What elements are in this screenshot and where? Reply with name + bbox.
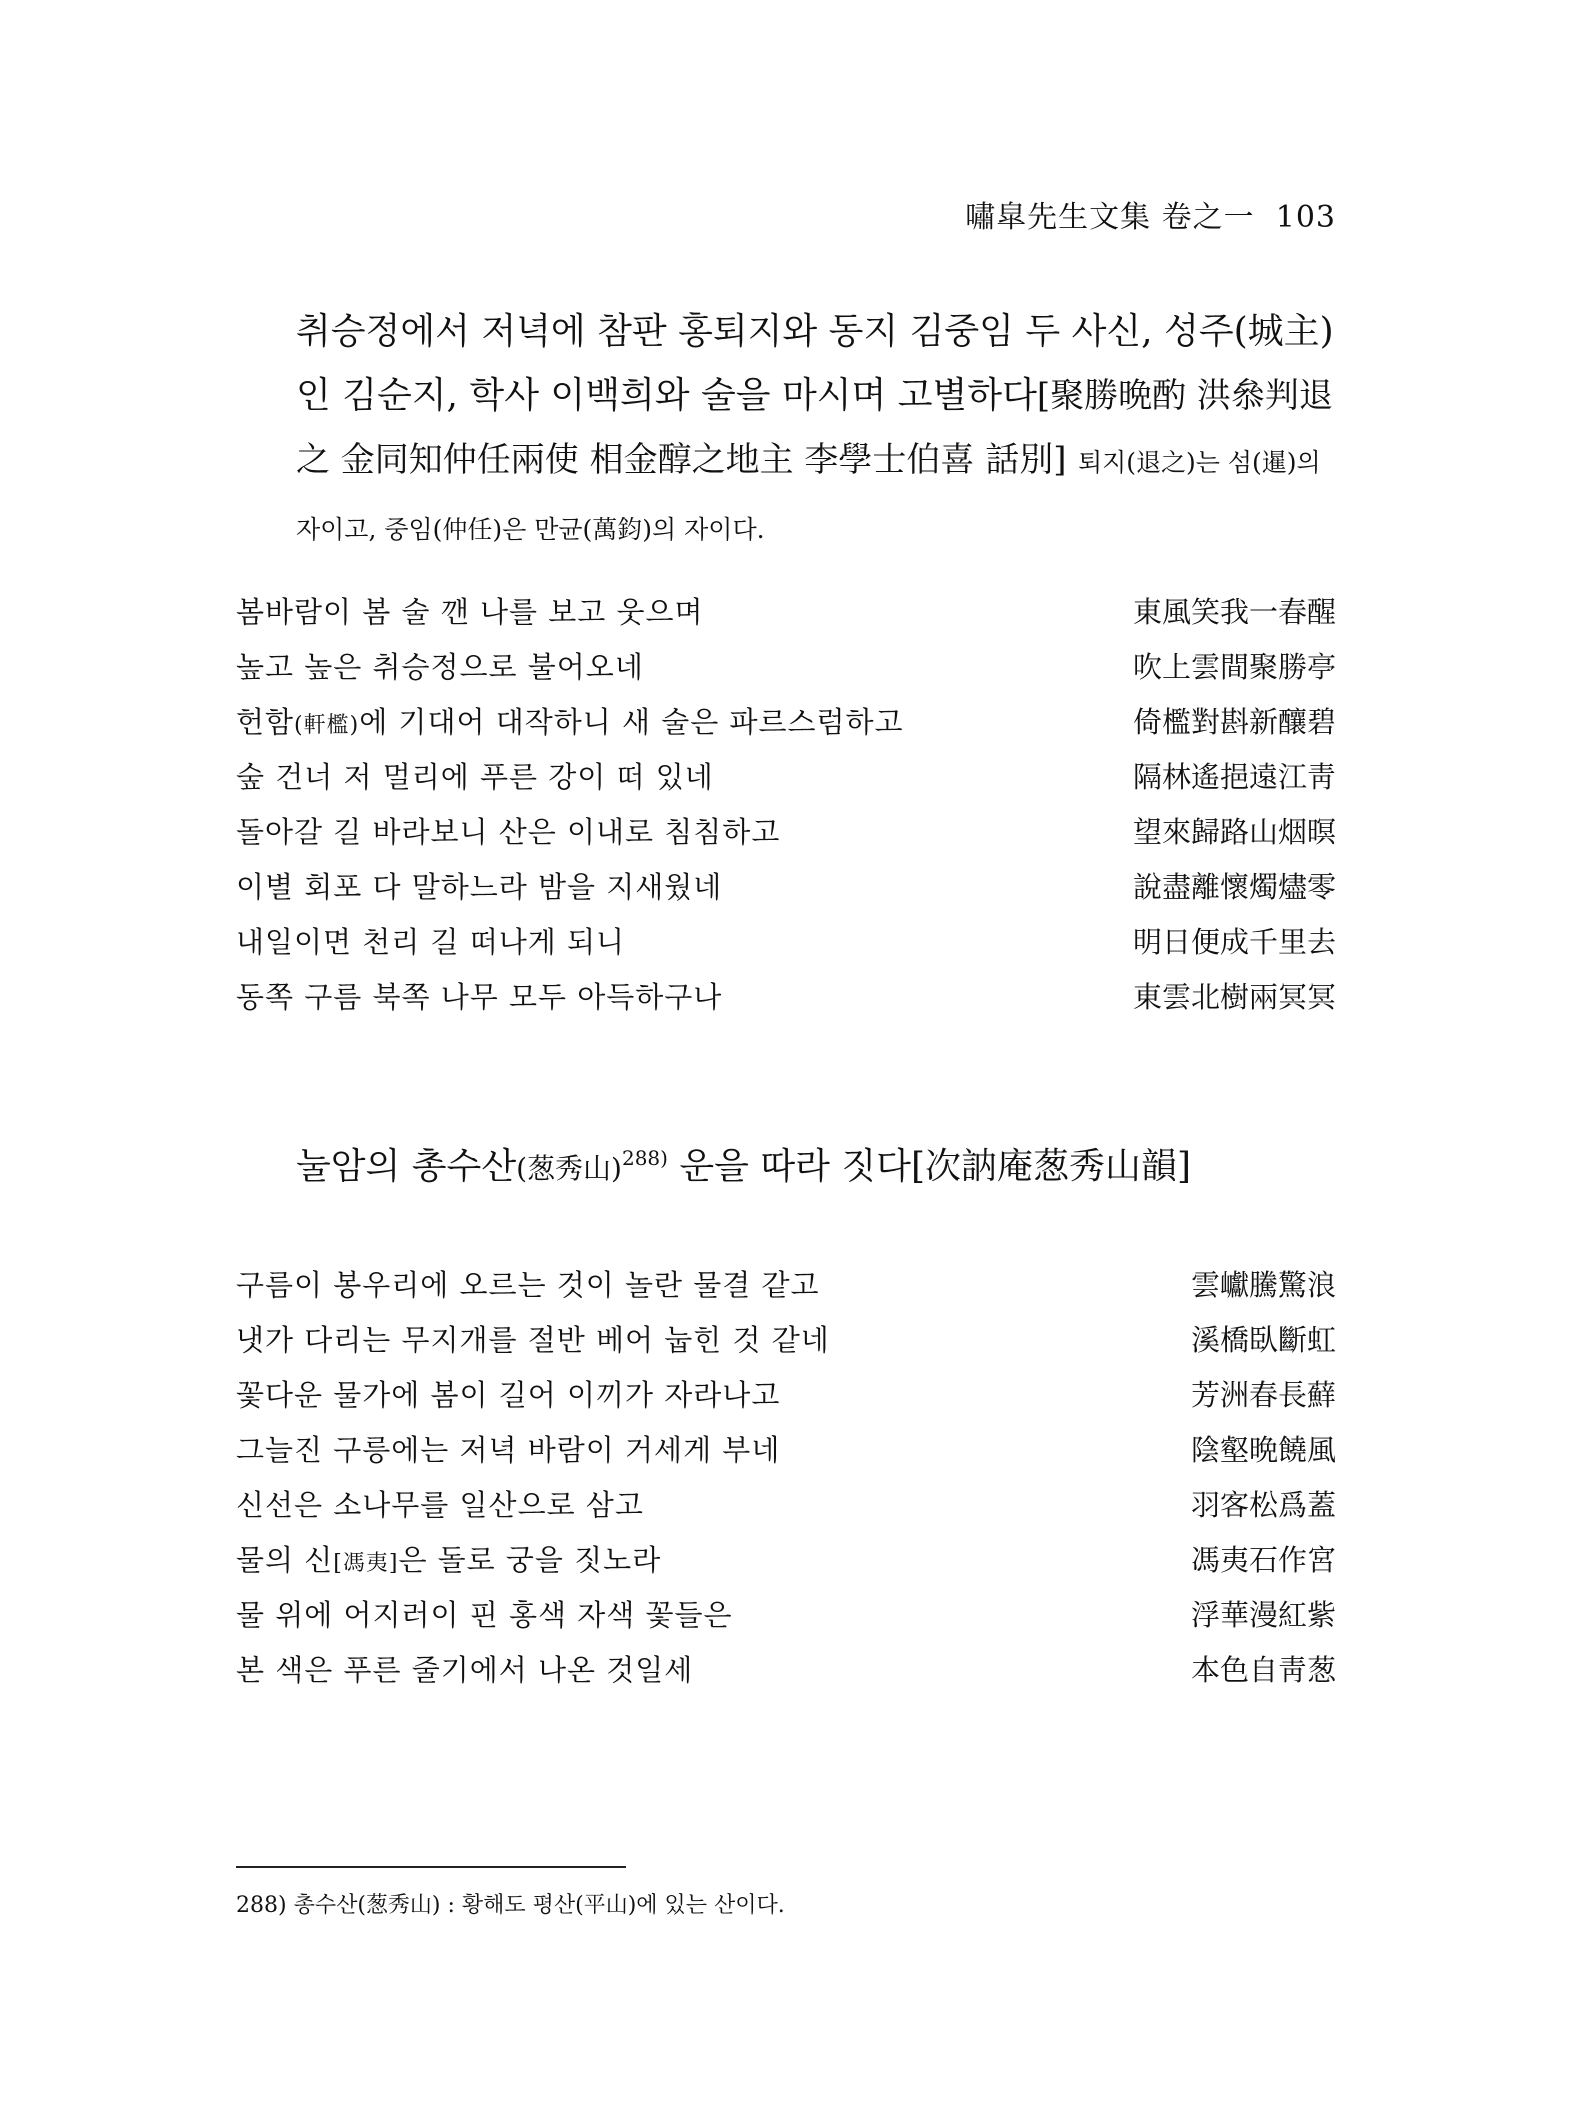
running-header xyxy=(965,192,1336,236)
poem1-line-hanja: 望來歸路山烟暝 xyxy=(1132,815,1336,849)
poem2-line-hanja: 浮華漫紅紫 xyxy=(1190,1598,1336,1632)
poem2-line-korean-part: 은 돌로 궁을 짓노라 xyxy=(398,1543,662,1577)
footnote: 288) 총수산(葱秀山) : 황해도 평산(平山)에 있는 산이다. xyxy=(236,1893,785,1918)
poem1-body xyxy=(236,585,1336,1025)
poem2-line-korean: 신선은 소나무를 일산으로 삼고 xyxy=(236,1488,644,1522)
poem2-line-korean: 꽃다운 물가에 봄이 길어 이끼가 자라나고 xyxy=(236,1378,781,1412)
poem1-line-korean: 돌아갈 길 바라보니 산은 이내로 침침하고 xyxy=(236,815,781,849)
poem2-line xyxy=(236,1588,1336,1643)
poem1-title-korean: 취승정에서 저녁에 참판 홍퇴지와 동지 김중임 두 사신, 성주(城主)인 김순지, 학사 이백희와 술을 마시며 고별하다 xyxy=(296,311,1334,416)
poem1-title-note: 퇴지(退之)는 섬(暹)의 자이고, 중임(仲任)은 만균(萬鈞)의 자이다. xyxy=(296,448,1321,544)
poem1-line-hanja: 說盡離懷燭燼零 xyxy=(1132,870,1336,904)
poem1-line xyxy=(236,585,1336,640)
poem1-line-hanja: 倚檻對斟新釀碧 xyxy=(1132,705,1336,739)
poem2-title-korean: 눌암의 총수산 xyxy=(296,1146,517,1187)
poem1-line xyxy=(236,695,1336,750)
poem1-line xyxy=(236,805,1336,860)
poem2-title-gloss: (葱秀山) xyxy=(516,1152,622,1185)
poem2-line-korean: 냇가 다리는 무지개를 절반 베어 눕힌 것 같네 xyxy=(236,1323,830,1357)
poem2-line-hanja: 羽客松爲蓋 xyxy=(1190,1488,1336,1522)
poem2-line-hanja: 馮夷石作宮 xyxy=(1190,1543,1336,1577)
poem1-line-hanja: 東雲北樹兩冥冥 xyxy=(1132,980,1336,1014)
poem2-title-rest: 운을 따라 짓다[次訥庵葱秀山韻] xyxy=(667,1146,1192,1187)
poem1-line-korean: 이별 회포 다 말하느라 밤을 지새웠네 xyxy=(236,870,723,904)
footnote-divider xyxy=(236,1866,626,1868)
poem1-line-hanja: 明日便成千里去 xyxy=(1132,925,1336,959)
poem2-line-hanja: 芳洲春長蘚 xyxy=(1190,1378,1336,1412)
poem2-line-korean-part: 물의 신 xyxy=(236,1543,334,1577)
poem1-line xyxy=(236,750,1336,805)
poem2-line-korean: 구름이 봉우리에 오르는 것이 놀란 물결 같고 xyxy=(236,1268,820,1302)
poem2-line-korean: 본 색은 푸른 줄기에서 나온 것일세 xyxy=(236,1653,694,1687)
poem1-line xyxy=(236,860,1336,915)
poem1-line-hanja: 吹上雲間聚勝亭 xyxy=(1132,650,1336,684)
poem2-title xyxy=(296,1135,1191,1201)
poem1-line-gloss: (軒檻) xyxy=(294,713,360,738)
poem2-line-korean: 그늘진 구릉에는 저녁 바람이 거세게 부네 xyxy=(236,1433,781,1467)
poem2-body xyxy=(236,1258,1336,1698)
poem1-title xyxy=(296,300,1336,562)
poem2-line xyxy=(236,1368,1336,1423)
poem2-line-korean: 물 위에 어지러이 핀 홍색 자색 꽃들은 xyxy=(236,1598,733,1632)
page-number: 103 xyxy=(1275,200,1336,235)
poem1-line-korean xyxy=(236,695,904,753)
poem1-line xyxy=(236,970,1336,1025)
poem2-line xyxy=(236,1478,1336,1533)
poem2-line xyxy=(236,1533,1336,1588)
poem2-line xyxy=(236,1258,1336,1313)
poem2-line-hanja: 溪橋臥斷虹 xyxy=(1190,1323,1336,1357)
poem2-line xyxy=(236,1423,1336,1478)
poem2-line xyxy=(236,1313,1336,1368)
poem1-line xyxy=(236,640,1336,695)
poem2-line-korean xyxy=(236,1533,661,1591)
poem1-line-korean: 높고 높은 취승정으로 불어오네 xyxy=(236,650,644,684)
poem2-line xyxy=(236,1643,1336,1698)
poem1-line-hanja: 隔林遙挹遠江靑 xyxy=(1132,760,1336,794)
poem2-line-hanja: 陰壑晩饒風 xyxy=(1190,1433,1336,1467)
poem1-line-korean-part: 헌함 xyxy=(236,705,295,739)
footnote-reference: 288) xyxy=(621,1146,668,1170)
poem1-line-korean: 내일이면 천리 길 떠나게 되니 xyxy=(236,925,626,959)
poem1-line-korean: 봄바람이 봄 술 깬 나를 보고 웃으며 xyxy=(236,595,704,629)
poem1-line-korean-part: 에 기대어 대작하니 새 술은 파르스럼하고 xyxy=(359,705,904,739)
poem2-line-hanja: 雲巘騰驚浪 xyxy=(1190,1268,1336,1302)
poem1-line-korean: 동쪽 구름 북쪽 나무 모두 아득하구나 xyxy=(236,980,723,1014)
poem1-line xyxy=(236,915,1336,970)
poem2-line-gloss: [馮夷] xyxy=(333,1551,399,1576)
poem2-line-hanja: 本色自靑葱 xyxy=(1190,1653,1336,1687)
poem1-line-hanja: 東風笑我一春醒 xyxy=(1132,595,1336,629)
poem1-title-hanja: [聚勝晩酌 洪叅判退之 金同知仲任兩使 相金醇之地主 李學士伯喜 話別] xyxy=(296,376,1333,480)
poem1-line-korean: 숲 건너 저 멀리에 푸른 강이 떠 있네 xyxy=(236,760,714,794)
book-title: 嘯皐先生文集 卷之一 xyxy=(965,200,1255,235)
